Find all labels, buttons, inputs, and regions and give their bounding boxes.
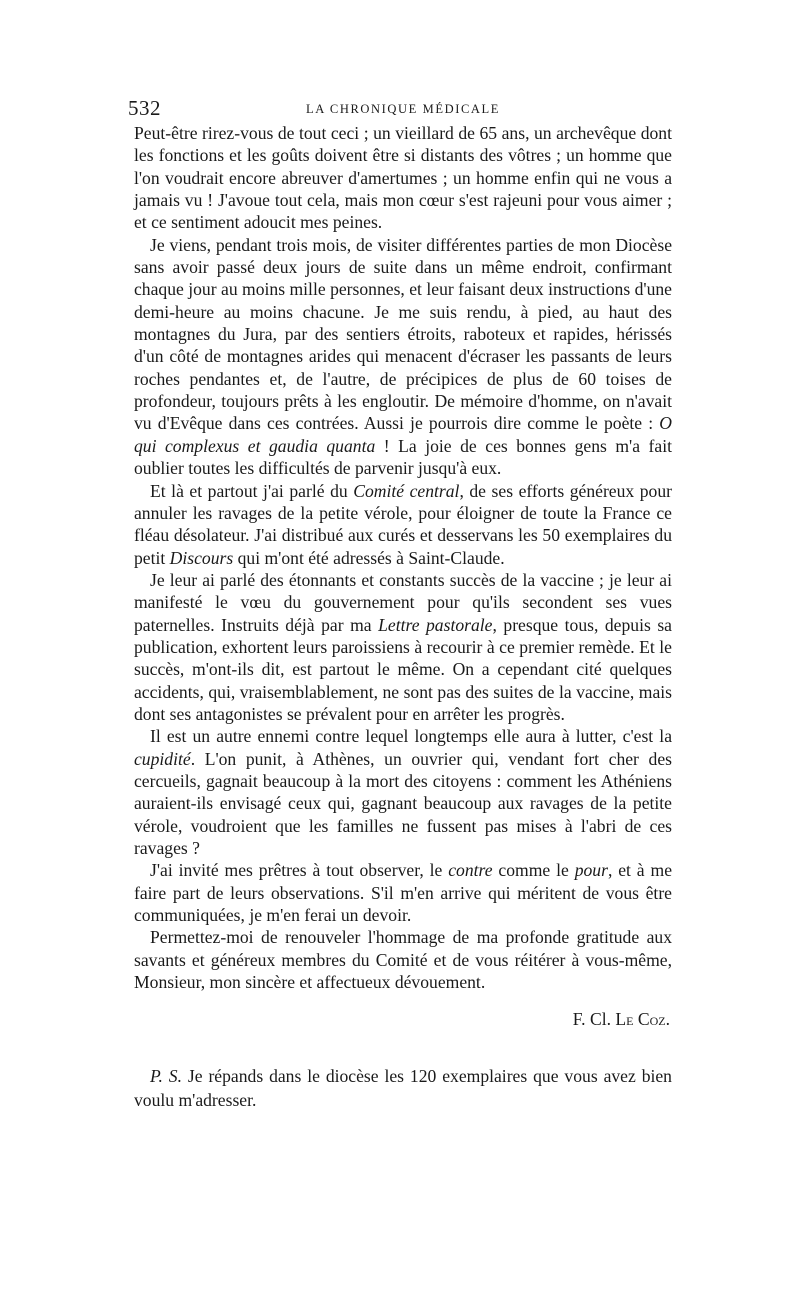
paragraph-2-text-b: ! La joie de ces bonnes gens m'a fait oublier toutes les difficultés de parvenir jusqu'à eux. (134, 435, 673, 479)
paragraph-4 (134, 569, 672, 725)
paragraph-5 (134, 725, 672, 859)
contre-italic: contre (448, 860, 493, 881)
paragraph-4-text-a: Je leur ai parlé des étonnants et constants succès de la vaccine ; je leur ai manifesté le vœu du gouvernement pour qu'ils secondent ses vues paternelles. Instruits déjà par ma (134, 569, 672, 635)
paragraph-6 (134, 859, 672, 926)
paragraph-2-text-a: Je viens, pendant trois mois, de visiter différentes parties de mon Diocèse sans avoir passé deux jours de suite dans un même endroit, confirmant chaque jour au moins mille personnes, et leur faisant deux instructions d'une demi-heure au moins chacune. Je me suis rendu, à pied, au haut des montagnes du Jura, par des sentiers étroits, raboteux et rapides, hérissés d'un côté de montagnes arides qui menacent d'écraser les passants de leurs roches pendantes et, de l'autre, de précipices de plus de 60 toises de profondeur, toujours prêts à les engloutir. De mémoire d'homme, on n'avait vu d'Evêque dans ces contrées. Aussi je pourrois dire comme le poète : (134, 234, 672, 434)
paragraph-3-text-c: qui m'ont été adressés à Saint-Claude. (233, 547, 505, 568)
paragraph-4-text-b: , presque tous, depuis sa publication, exhortent leurs paroissiens à recourir à ce premier remède. Et le succès, m'ont-ils dit, est partout le même. On a cependant cité quelques accidents, qui, vraisemblablement, ne sont pas des suites de la vaccine, mais dont ses antagonistes se prévalent pour en arrêter les progrès. (134, 614, 672, 724)
postscript-text: Je répands dans le diocèse les 120 exemplaires que vous avez bien voulu m'adresser. (134, 1066, 672, 1111)
paragraph-5-text-a: Il est un autre ennemi contre lequel longtemps elle aura à lutter, c'est la (150, 726, 672, 747)
paragraph-6-text-a: J'ai invité mes prêtres à tout observer, le (150, 860, 449, 881)
latin-quote: O qui complexus et gaudia quanta (134, 413, 672, 456)
postscript (134, 1064, 672, 1112)
paragraph-2 (134, 234, 672, 480)
lettre-pastorale-italic: Lettre pastorale (378, 614, 493, 635)
paragraph-1: Peut-être rirez-vous de tout ceci ; un vieillard de 65 ans, un archevêque dont les fonctions et les goûts doivent être si distants des vôtres ; un homme que l'on voudrait encore abreuver d'amertumes ; un homme enfin qui ne vous a jamais vu ! J'avoue tout cela, mais mon cœur s'est rajeuni pour vous aimer ; et ce sentiment adoucit mes peines. (134, 123, 672, 233)
paragraph-3 (134, 480, 672, 569)
page-header (128, 96, 672, 122)
page (128, 96, 673, 1130)
signature (134, 1009, 672, 1030)
discours-italic: Discours (169, 547, 234, 568)
page-number: 532 (128, 96, 161, 120)
comite-central-italic: Comité central (353, 480, 460, 501)
paragraph-3-text-b: , de ses efforts généreux pour annuler les ravages de la petite vérole, pour éloigner de toute la France ce fléau désolateur. J'ai distribué aux curés et desservans les 50 exemplaires du petit (134, 480, 673, 568)
paragraph-6-text-c: , et à me faire part de leurs observations. S'il m'en arrive qui méritent de vous être communiquées, je m'en ferai un devoir. (134, 860, 672, 926)
signature-prefix: F. Cl. (572, 1009, 616, 1030)
postscript-label: P. S. (150, 1066, 182, 1087)
paragraph-5-text-b: . L'on punit, à Athènes, un ouvrier qui, vendant fort cher des cercueils, gagnait beaucoup à la mort des citoyens : comment les Athéniens auraient-ils envisagé ceux qui, gagnant beaucoup aux ravages de la petite vérole, voudroient que les familles ne fussent pas mises à l'abri de ces ravages ? (134, 748, 672, 858)
pour-italic: pour (574, 860, 608, 881)
cupidite-italic: cupidité (134, 748, 191, 769)
signature-name: Le Coz. (615, 1009, 670, 1030)
running-head: LA CHRONIQUE MÉDICALE (305, 102, 500, 116)
paragraph-6-text-b: comme le (492, 860, 575, 881)
paragraph-3-text-a: Et là et partout j'ai parlé du (150, 480, 354, 501)
paragraph-7: Permettez-moi de renouveler l'hommage de ma profonde gratitude aux savants et généreux membres du Comité et de vous réitérer à vous-même, Monsieur, mon sincère et affectueux dévouement. (134, 927, 672, 993)
letter-body (134, 122, 672, 993)
